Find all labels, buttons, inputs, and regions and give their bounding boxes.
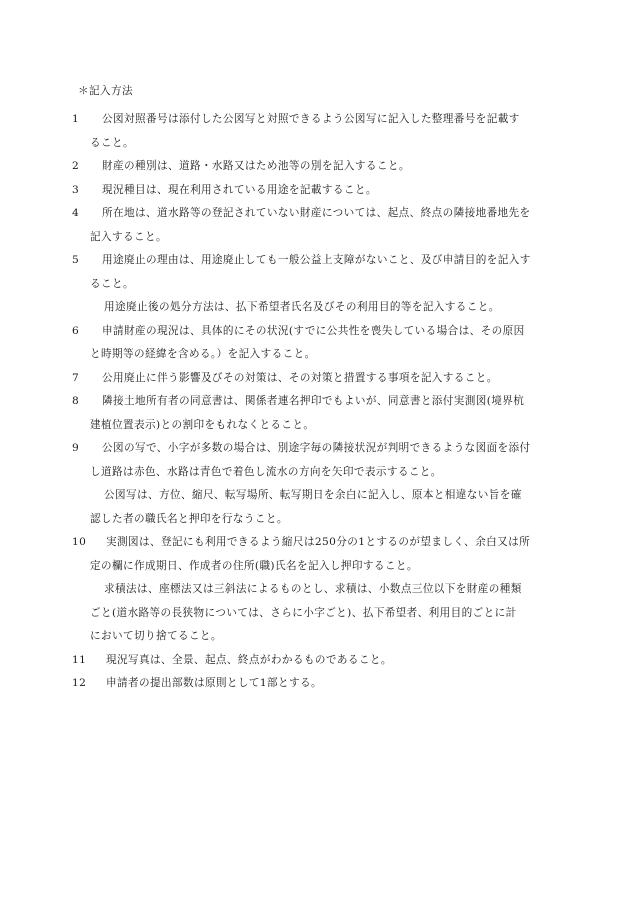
item-text: 建植位置表示)との割印をもれなくとること。 [90, 418, 315, 431]
item-text: 現況種目は、現在利用されている用途を記載すること。 [102, 183, 377, 196]
item-number: 7 [72, 371, 80, 384]
item-text: し道路は赤色、水路は青色で着色し流水の方向を矢印で表示すること。 [90, 465, 442, 478]
instruction-note-10-cont2: において切り捨てること。 [90, 630, 222, 642]
item-text: 所在地は、道水路等の登記されていない財産については、起点、終点の隣接地番地先を [102, 207, 531, 219]
item-text: ること。 [90, 136, 134, 149]
item-text: 実測図は、登記にも利用できるよう縮尺は250分の1とするのが望ましく、余白又は所 [106, 536, 531, 548]
item-number: 6 [72, 324, 80, 337]
instruction-item-8 [72, 390, 562, 437]
item-number: 3 [72, 183, 80, 196]
instruction-item-4 [72, 202, 562, 249]
item-number: 2 [72, 160, 80, 172]
item-number: 1 [72, 113, 80, 125]
item-text: 記入すること。 [90, 230, 167, 243]
item-text: 公図の写で、小字が多数の場合は、別途字毎の隣接状況が判明できるような図面を添付 [102, 442, 531, 454]
item-number: 10 [72, 536, 87, 548]
item-number: 8 [72, 395, 80, 407]
item-text: 公用廃止に伴う影響及びその対策は、その対策と措置する事項を記入すること。 [102, 371, 498, 384]
instructions-heading: ＊記入方法 [78, 85, 133, 97]
instruction-item-6 [72, 320, 562, 367]
instruction-item-11 [72, 649, 562, 673]
item-text: 財産の種別は、道路・水路又はため池等の別を記入すること。 [102, 160, 410, 172]
instruction-note-10-cont: ごと(道水路等の長狭物については、さらに小字ごと)、払下希望者、利用目的ごとに計 [90, 606, 517, 619]
item-number: 9 [72, 442, 80, 454]
instruction-item-5 [72, 249, 562, 296]
instruction-item-10 [72, 531, 562, 578]
item-text: 隣接土地所有者の同意書は、関係者連名押印でもよいが、同意書と添付実測図(境界杭 [102, 395, 525, 407]
item-text: 定の欄に作成期日、作成者の住所(職)氏名を記入し押印すること。 [90, 559, 418, 572]
instruction-note-9: 公図写は、方位、縮尺、転写場所、転写期日を余白に記入し、原本と相違ない旨を確 [104, 489, 522, 501]
item-text: 申請者の提出部数は原則として1部とする。 [106, 677, 323, 689]
instruction-item-1 [72, 108, 562, 155]
instruction-item-9 [72, 437, 562, 484]
item-text: と時期等の経緯を含める。）を記入すること。 [90, 348, 316, 360]
instruction-item-2 [72, 155, 562, 179]
instruction-note-9-cont: 認した者の職氏名と押印を行なうこと。 [90, 512, 288, 525]
instruction-item-12 [72, 672, 562, 696]
instruction-note-5: 用途廃止後の処分方法は、払下希望者氏名及びその利用目的等を記入すること。 [104, 301, 500, 313]
item-number: 11 [72, 653, 87, 666]
item-text: 用途廃止の理由は、用途廃止しても一般公益上支障がないこと、及び申請目的を記入す [102, 254, 531, 266]
item-text: ること。 [90, 277, 134, 290]
item-text: 申請財産の現況は、具体的にその状況(すでに公共性を喪失している場合は、その原因 [102, 324, 525, 337]
item-text: 公図対照番号は添付した公図写と対照できるよう公図写に記入した整理番号を記載す [102, 113, 520, 125]
item-number: 5 [72, 254, 80, 266]
instructions-page [72, 82, 562, 696]
instruction-item-7 [72, 367, 562, 391]
instruction-item-3 [72, 179, 562, 203]
instruction-note-10: 求積法は、座標法又は三斜法によるものとし、求積は、小数点三位以下を財産の種類 [104, 583, 522, 595]
item-text: 現況写真は、全景、起点、終点がわかるものであること。 [106, 653, 392, 666]
item-number: 4 [72, 207, 80, 219]
item-number: 12 [72, 677, 87, 689]
